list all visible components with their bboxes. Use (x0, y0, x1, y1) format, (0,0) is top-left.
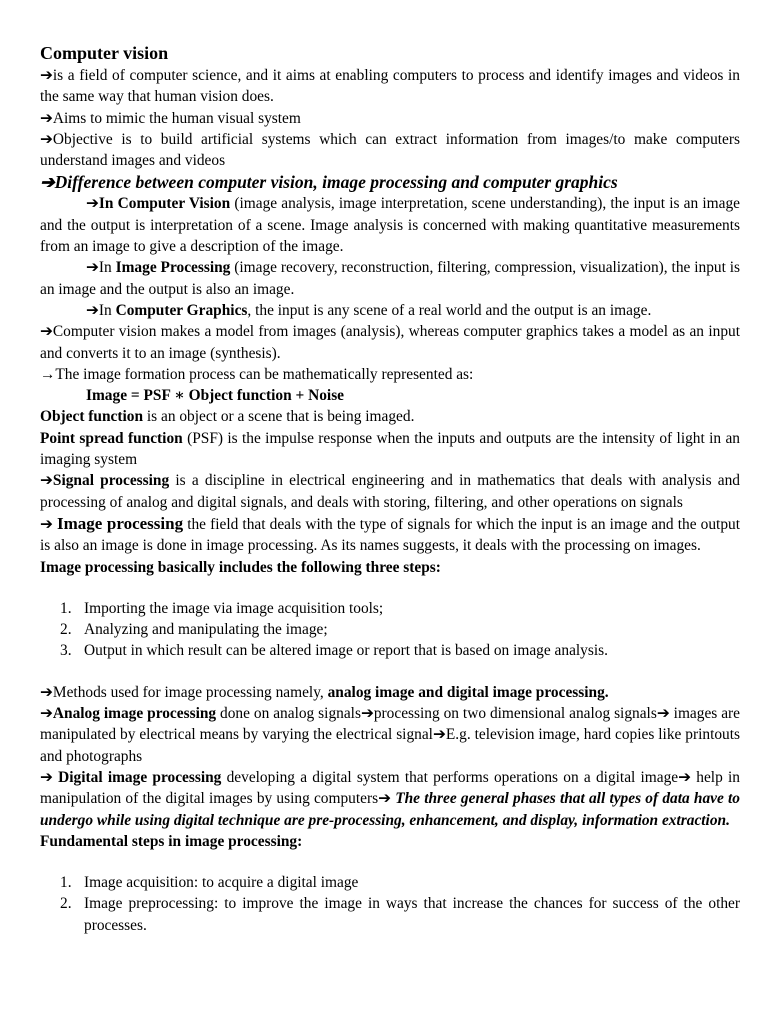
page-title: Computer vision (40, 43, 169, 63)
arrow-icon: ➔ (86, 195, 99, 213)
intro-definition: ➔is a field of computer science, and it aims at enabling computers to process and identify images and videos in the same way that human vision does. (40, 67, 740, 106)
cv-definition: ➔In Computer Vision (image analysis, image interpretation, scene understanding), the input is an image and the output is interpretation of a scene. Image analysis is concerned with making quantitative measurements from an image to give a description of the image. (40, 195, 740, 256)
arrow-icon: ➔ (40, 109, 53, 127)
arrow-icon: ➔ (40, 472, 53, 490)
list-item: 2. Analyzing and manipulating the image; (60, 621, 328, 639)
arrow-icon: ➔ (678, 768, 692, 786)
cg-definition: ➔In Computer Graphics, the input is any scene of a real world and the output is an image. (86, 301, 652, 319)
object-function-def: Object function is an object or a scene that is being imaged. (40, 408, 415, 426)
arrow-icon: ➔ (86, 301, 99, 319)
intro-aim: ➔Aims to mimic the human visual system (40, 109, 301, 127)
list-item: 1. Importing the image via image acquisition tools; (60, 599, 384, 617)
methods-line: ➔Methods used for image processing namely, analog image and digital image processing. (40, 683, 609, 701)
arrow-icon: ➔ (40, 67, 53, 84)
arrow-icon: ➔ (40, 323, 53, 341)
arrow-icon: ➔ (40, 705, 53, 723)
arrow-icon: ➔ (40, 768, 53, 786)
arrow-icon: ➔ (432, 726, 446, 744)
arrow-icon: ➔ (378, 790, 391, 808)
list-item: 1. Image acquisition: to acquire a digital image (60, 874, 359, 892)
cv-vs-cg: ➔Computer vision makes a model from images (analysis), whereas computer graphics takes a model as an input and converts it to an image (synthesis). (40, 323, 740, 362)
list-item: 2. Image preprocessing: to improve the image in ways that increase the chances for success of the other processes. (60, 895, 740, 934)
steps-list (40, 598, 740, 662)
arrow-icon: ➔ (40, 683, 53, 701)
list-item: 3. Output in which result can be altered image or report that is based on image analysis. (60, 642, 608, 660)
difference-heading: ➔Difference between computer vision, image processing and computer graphics (40, 172, 618, 193)
intro-objective: ➔Objective is to build artificial systems which can extract information from images/to make computers understand images and videos (40, 130, 740, 170)
fundamental-steps-list (40, 872, 740, 936)
arrow-icon: ➔ (360, 705, 374, 723)
arrow-icon: ➔ (40, 172, 55, 193)
formation-intro: →The image formation process can be mathematically represented as: (40, 365, 474, 383)
image-processing-def: ➔ Image processing the field that deals with the type of signals for which the input is an image and the output is also an image is done in image processing. As its names suggests, it deals with the processing on images. (40, 513, 740, 555)
arrow-icon: ➔ (86, 259, 99, 277)
steps-heading: Image processing basically includes the following three steps: (40, 558, 441, 576)
ip-definition: ➔In Image Processing (image recovery, reconstruction, filtering, compression, visualization), the input is an image and the output is also an image. (40, 259, 741, 298)
signal-processing-def: ➔Signal processing is a discipline in electrical engineering and in mathematics that deals with analysis and processing of analog and digital signals, and deals with storing, filtering, and other operations on signals (40, 472, 740, 511)
arrow-icon: ➔ (40, 515, 53, 533)
psf-def: Point spread function (PSF) is the impulse response when the inputs and outputs are the intensity of light in an imaging system (40, 429, 740, 469)
fundamental-heading: Fundamental steps in image processing: (40, 832, 303, 850)
analog-processing-def: ➔Analog image processing done on analog signals➔processing on two dimensional analog signals➔ images are manipulated by electrical means by varying the electrical signal➔E.g. television image, hard copies like printouts and photographs (40, 705, 741, 765)
digital-processing-def: ➔ Digital image processing developing a digital system that performs operations on a digital image➔ help in manipulation of the digital images by using computers➔ The three general phases that all types of data have to undergo while using digital technique are pre-processing, enhancement, and display, information extraction. (40, 768, 740, 829)
formula: Image = PSF ∗ Object function + Noise (86, 387, 345, 405)
arrow-icon: ➔ (40, 130, 53, 148)
thin-arrow-icon: → (40, 365, 56, 383)
arrow-icon: ➔ (656, 705, 670, 723)
